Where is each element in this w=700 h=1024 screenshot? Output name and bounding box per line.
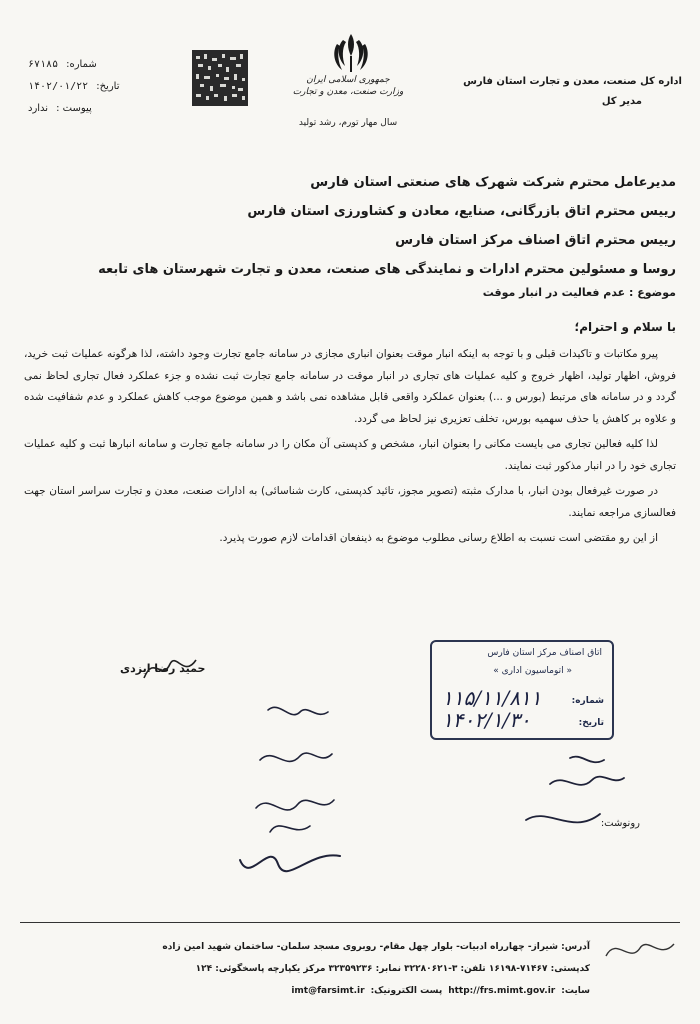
- letter-subject: موضوع : عدم فعالیت در انبار موقت: [482, 286, 676, 299]
- org-role: مدیر کل: [601, 96, 642, 107]
- letter-footer: [0, 922, 700, 1024]
- org-block: [462, 72, 682, 112]
- letter-number-label: شماره:: [66, 59, 97, 70]
- stamp-number-value: ۱۱۵/۱۱/۸۱۱: [442, 686, 542, 710]
- site-label: سایت:: [561, 986, 590, 996]
- letter-date-row: [28, 76, 168, 98]
- brand-line-1: جمهوری اسلامی ایران: [306, 75, 390, 85]
- cc-label: رونوشت:: [600, 818, 640, 829]
- footer-address: آدرس: شیراز- چهارراه ادبیات- بلوار چهل مقام- روبروی مسجد سلمان- ساختمان شهید امین زاده: [162, 942, 590, 952]
- email-label: پست الکترونیک:: [370, 986, 443, 996]
- org-name: اداره کل صنعت، معدن و تجارت استان فارس: [463, 76, 682, 87]
- addressee-line: رییس محترم اتاق بازرگانی، صنایع، معادن و کشاورزی استان فارس: [247, 204, 676, 219]
- stamp-number-label: شماره:: [571, 696, 604, 706]
- body-paragraph: از این رو مقتضی است نسبت به اطلاع رسانی مطلوب موضوع به ذینفعان اقدامات لازم صورت پذیرد.: [219, 532, 658, 544]
- addressee-line: رییس محترم اتاق اصناف مرکز استان فارس: [395, 233, 676, 248]
- addressee-line: مدیرعامل محترم شرکت شهرک های صنعتی استان فارس: [310, 175, 676, 190]
- body-paragraph: پیرو مکاتبات و تاکیدات قبلی و با توجه به اینکه انبار موقت بعنوان انباری مجازی در سامانه جامع تجارت وجود داشته، لذا هرگونه عملیات ثبت خرید، فروش، اظهار تولید، اظهار خروج و کلیه عملیات های تجاری در انبار موقت در سامانه جامع تجارت ثبت نشده و جزء عملکرد فعال تجاری لحاظ نمی گردد و در سامانه های مرتبط (بورس و ...) بعنوان عملکرد واقعی قابل مشاهده نمی باشد و همین موضوع موجب کاهش عملکرد و عدم شفافیت شده و علاوه بر کاهش یا حذف سهمیه بورس، تخلف تعزیری نیز لحاظ می گردد.: [24, 348, 676, 425]
- footer-web-row: [30, 986, 590, 996]
- letter-meta: [28, 54, 168, 120]
- attachment-value: ندارد: [28, 103, 49, 114]
- stamp-org: اتاق اصناف مرکز استان فارس: [487, 648, 602, 658]
- body-paragraph: لذا کلیه فعالین تجاری می بایست مکانی را بعنوان انبار، مشخص و کدپستی آن مکان را در سامانه جامع تجارت و سامانه انبارها ثبت و کلیه عملیات تجاری خود را در انبار مذکور ثبت نمایند.: [24, 438, 676, 472]
- stamp-system: « اتوماسیون اداری »: [493, 666, 572, 676]
- year-slogan: سال مهار تورم، رشد تولید: [298, 118, 398, 128]
- signer-name: حمید رضا ایزدی: [120, 662, 206, 675]
- addressee-list: [56, 168, 676, 284]
- greeting: با سلام و احترام؛: [574, 320, 676, 334]
- letter-date-value: ۱۴۰۲/۰۱/۲۲: [28, 81, 89, 92]
- handwritten-scribble-bottom: [230, 830, 350, 890]
- letter-number-value: ۶۷۱۸۵: [28, 59, 59, 70]
- site-url[interactable]: http://frs.mimt.gov.ir: [448, 986, 556, 996]
- stamp-date-label: تاریخ:: [578, 718, 604, 728]
- body-paragraph: در صورت غیرفعال بودن انبار، با مدارک مثبته (تصویر مجوز، تائید کدپستی، کارت شناسائی) به ادارات صنعت، معدن و تجارت سراسر استان جهت فعالسازی مراجعه نمایند.: [24, 485, 676, 519]
- footer-contact: کدپستی: ۷۱۴۶۷-۱۶۱۹۸ تلفن: ۳-۳۲۲۸۰۶۲۱ نمابر: ۳۲۳۵۹۲۳۶ مرکز یکپارچه پاسخگوئی: ۱۲۴: [195, 964, 590, 974]
- ministry-brand: [288, 74, 408, 98]
- iran-emblem-icon: [326, 28, 376, 78]
- letter-date-label: تاریخ:: [96, 81, 120, 92]
- addressee-line: روسا و مسئولین محترم ادارات و نمایندگی های صنعت، معدن و تجارت شهرستان های تابعه: [98, 262, 676, 277]
- stamp-date-value: ۱۴۰۲/۱/۳۰: [442, 708, 531, 732]
- letter-body: [24, 344, 676, 554]
- letter-number-row: [28, 54, 168, 76]
- email-address[interactable]: imt@farsimt.ir: [291, 986, 365, 996]
- footer-divider: [20, 922, 680, 923]
- attachment-label: پیوست :: [56, 103, 92, 114]
- brand-line-2: وزارت صنعت، معدن و تجارت: [292, 87, 404, 97]
- qr-code-icon: [192, 50, 248, 106]
- attachment-row: [28, 98, 168, 120]
- received-stamp: [430, 640, 614, 740]
- signature-mark: [140, 648, 200, 688]
- handwritten-notes-left: [250, 700, 340, 840]
